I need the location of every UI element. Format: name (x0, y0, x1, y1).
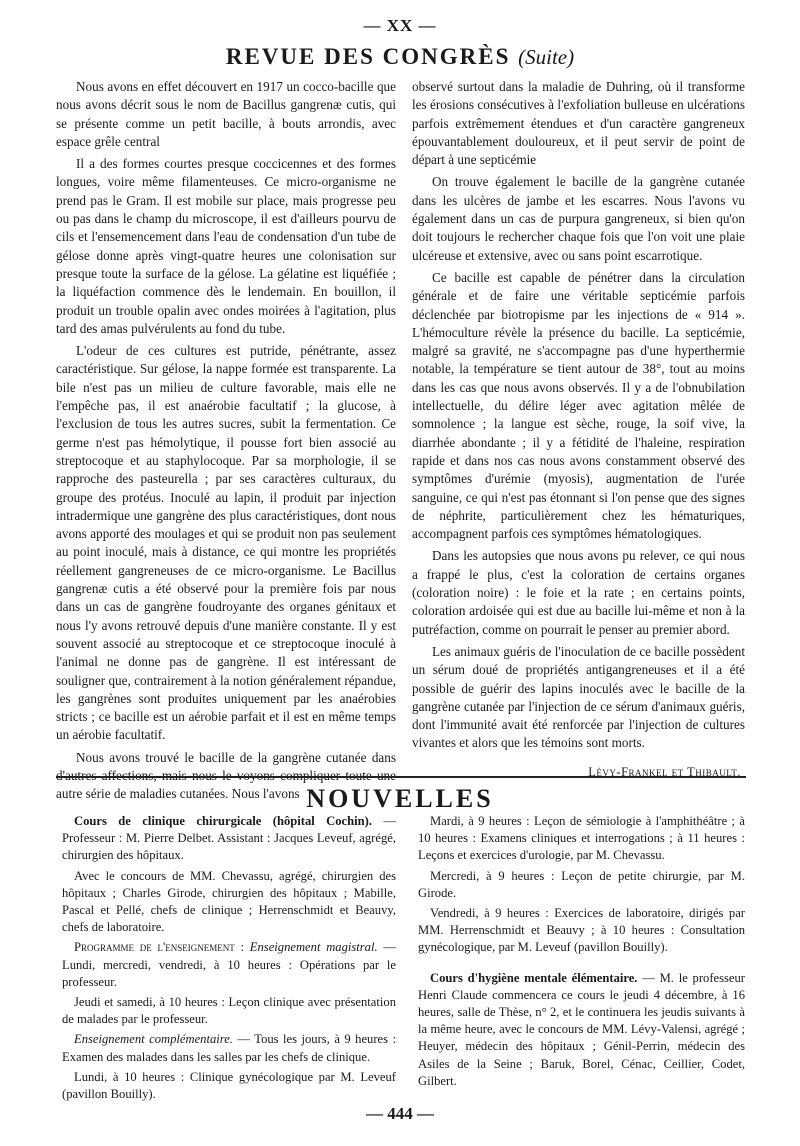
revue-right-paragraph: Dans les autopsies que nous avons pu relever, ce qui nous a frappé le plus, c'est la coloration de certains organes (coloration noire) : le foie et la rate ; en certains points, coloration ardoisée qui est due au bacille lui-même et non à la putréfaction, comme on pourrait le penser au premier abord. (412, 548, 745, 637)
revue-title-suffix: (Suite) (518, 45, 575, 69)
section-title-revue (0, 44, 800, 70)
revue-right-column (412, 78, 745, 781)
complementaire-text: — Tous les jours, à 9 heures : Examen des malades dans les salles par les chefs de clinique. (62, 1032, 396, 1064)
hygiene-paragraph (418, 970, 745, 1090)
revue-right-paragraph: observé surtout dans la maladie de Duhring, où il transforme les érosions consécutives à l'exfoliation bulleuse en ulcérations parfois extrêmement étendues et d'un caractère gangreneux épouvantablement douloureux, et il peut servir de point de départ à une septicémie (412, 79, 745, 168)
revue-left-paragraph: Il a des formes courtes presque coccicennes et des formes longues, voire même filamenteuses. Ce micro-organisme ne prend pas le Gram. Il est mobile sur place, mais progresse peu ou pas dans le champ du microscope, il est d'ailleurs pourvu de cils et l'ensemencement dans l'eau de condensation d'un tube de gélose donne après vingt-quatre heures une colonisation sur presque toute la surface de la gélose. La gélatine est liquéfiée ; la liquéfaction commence dès le lendemain. En bouillon, il produit un trouble opalin avec ondes moirées à l'agitation, plus tard des amas pulvérulents au fond du tube. (56, 156, 396, 336)
revue-left-paragraph: L'odeur de ces cultures est putride, pénétrante, assez caractéristique. Sur gélose, la nappe formée est transparente. La bile n'est pas un milieu de culture favorable, mais elle ne l'empêche pas, il est anaérobie facultatif ; la glucose, à l'exclusion de tous les autres sucres, subit la fermentation. Ce germe n'est pas hémolytique, il pousse fort bien associé au streptocoque et au staphylocoque. Par sa morphologie, il se rapproche des pasteurella ; par ses caractères culturaux, du groupe des protéus. Inoculé au lapin, il produit par injection intradermique une gangrène des plus caractéristiques, dont nous avons apporté des moulages et qui se produit non pas seulement au point inoculé, mais à distance, ce qui montre les propriétés réellement gangreneuses de ce micro-organisme. Le Bacillus gangrenæ cutis a été observé pour la première fois par nous dans un cas de gangrène foudroyante des organes génitaux et nous l'y avons retrouvé depuis d'une manière constante. Il y est souvent associé au streptocoque et ce streptocoque inoculé à l'animal ne donne pas de gangrène. Il est intéressant de souligner que, contrairement à la notion généralement répandue, les gangrènes sont produites uniquement par les anaérobies stricts ; ce bacille est un aérobie parfait et il est en même temps un aérobie facultatif. (56, 343, 396, 743)
hygiene-text: — M. le professeur Henri Claude commencera ce cours le jeudi 4 décembre, à 16 heures, salle de Thèse, n° 2, et le continuera les jeudis suivants à la même heure, avec le concours de MM. Lévy-Valensi, agrégé ; Heuyer, médecin des hôpitaux ; Génil-Perrin, médecin des Asiles de la Seine ; Baruk, Borel, Cénac, Ceillier, Codet, Gilbert. (418, 970, 745, 1088)
spacer (418, 960, 745, 970)
revue-title: REVUE DES CONGRÈS (225, 44, 511, 69)
nouvelles-right-column (418, 813, 745, 1093)
hygiene-heading: Cours d'hygiène mentale élémentaire. (430, 970, 638, 985)
page-number: — 444 — (366, 1104, 434, 1123)
revue-left-paragraph: Nous avons en effet découvert en 1917 un cocco-bacille que nous avons décrit sous le nom de Bacillus gangrenæ cutis, qui se présente comme un petit bacille, à bouts arrondis, avec espace grêle central (56, 79, 396, 149)
cochin-complementaire (62, 1031, 396, 1065)
magistral-text: — Lundi, mercredi, vendredi, à 10 heures : Opérations par le professeur. (62, 940, 396, 989)
nouvelles-left-column (62, 813, 396, 1106)
programme-label: Programme de l'enseignement : (74, 940, 245, 955)
article-signature: Lévy-Frankel et Thibault. (588, 764, 741, 779)
section-title-nouvelles: NOUVELLES (306, 784, 494, 813)
section-divider (56, 776, 746, 778)
page-header-roman: — XX — (363, 16, 437, 35)
revue-right-paragraph: On trouve également le bacille de la gangrène cutanée dans les ulcères de jambe et les escarres. Nous l'avons vu également dans un cas de purpura gangreneux, si bien qu'on doit toujours le rechercher chaque fois que l'on voit une plaie ulcéreuse et extensive, avec ou sans point escarrotique. (412, 174, 745, 263)
cochin-concours: Avec le concours de MM. Chevassu, agrégé, chirurgien des hôpitaux ; Charles Girode, chirurgien des hôpitaux ; Mabille, Pascal et Pellé, chefs de clinique ; Herrenschmidt et Beauvy, chefs de laboratoire. (62, 868, 396, 935)
cochin-intro (62, 813, 396, 865)
cochin-vendredi: Vendredi, à 9 heures : Exercices de laboratoire, dirigés par MM. Herrenschmidt et Beauvy ; à 10 heures : Consultation gynécologique, par M. Leveuf (pavillon Bouilly). (418, 906, 745, 955)
cochin-lundi: Lundi, à 10 heures : Clinique gynécologique par M. Leveuf (pavillon Bouilly). (62, 1069, 396, 1102)
revue-right-paragraph: Les animaux guéris de l'inoculation de ce bacille possèdent un sérum doué de propriétés antigangreneuses et il a été possible de guérir des lapins inoculés avec le bacille de la gangrène cutanée par l'injection de ce sérum d'animaux guéris, dont l'immunité avait été renforcée par l'injection de cultures vivantes et alors que les témoins sont morts. (412, 643, 745, 751)
revue-right-paragraph: Ce bacille est capable de pénétrer dans la circulation générale et de faire une véritable septicémie parfois déclenchée par biotropisme par les injections de « 914 ». L'hémoculture révèle la présence du bacille. La septicémie, malgré sa gravité, ne s'accompagne pas d'une hyperthermie notable, la température se tient autour de 38°, tout au moins dans les cas que nous avons observés. Il y a de l'obnubilation intellectuelle, du délire léger avec agitation mêlée de somnolence ; la langue est sèche, rouge, la soif vive, la diarrhée abondante ; il y a fétidité de l'haleine, respiration rapide et dans nos cas nous avons constamment observé des symptômes d'urémie (myosis), augmentation de l'urée sanguine, ce qui n'est pas étonnant si l'on pense que des signes de néphrite, particulièrement chez les hématuriques, accompagnent parfois ces symptômes hématologiques. (412, 269, 745, 542)
cochin-heading: Cours de clinique chirurgicale (hôpital Cochin). (74, 814, 372, 828)
cochin-mardi: Mardi, à 9 heures : Leçon de sémiologie à l'amphithéâtre ; à 10 heures : Examens cliniques et interrogations ; à 11 heures : Leçons et exercices d'urologie, par M. Chevassu. (418, 814, 745, 863)
cochin-mercredi: Mercredi, à 9 heures : Leçon de petite chirurgie, par M. Girode. (418, 868, 745, 900)
revue-left-paragraph: Nous avons trouvé le bacille de la gangrène cutanée dans d'autres affections, mais nous le voyons compliquer toute une autre série de maladies cutanées. Nous l'avons (56, 749, 396, 802)
magistral-label: Enseignement magistral. (249, 940, 378, 955)
complementaire-label: Enseignement complémentaire. (74, 1032, 233, 1047)
revue-left-column (56, 78, 396, 808)
cochin-programme (62, 939, 396, 991)
cochin-professor-line: — Professeur : M. Pierre Delbet. Assistant : Jacques Leveuf, agrégé, chirurgien des hôpitaux. (62, 814, 396, 863)
cochin-jeudi: Jeudi et samedi, à 10 heures : Leçon clinique avec présentation de malades par le professeur. (62, 995, 396, 1027)
